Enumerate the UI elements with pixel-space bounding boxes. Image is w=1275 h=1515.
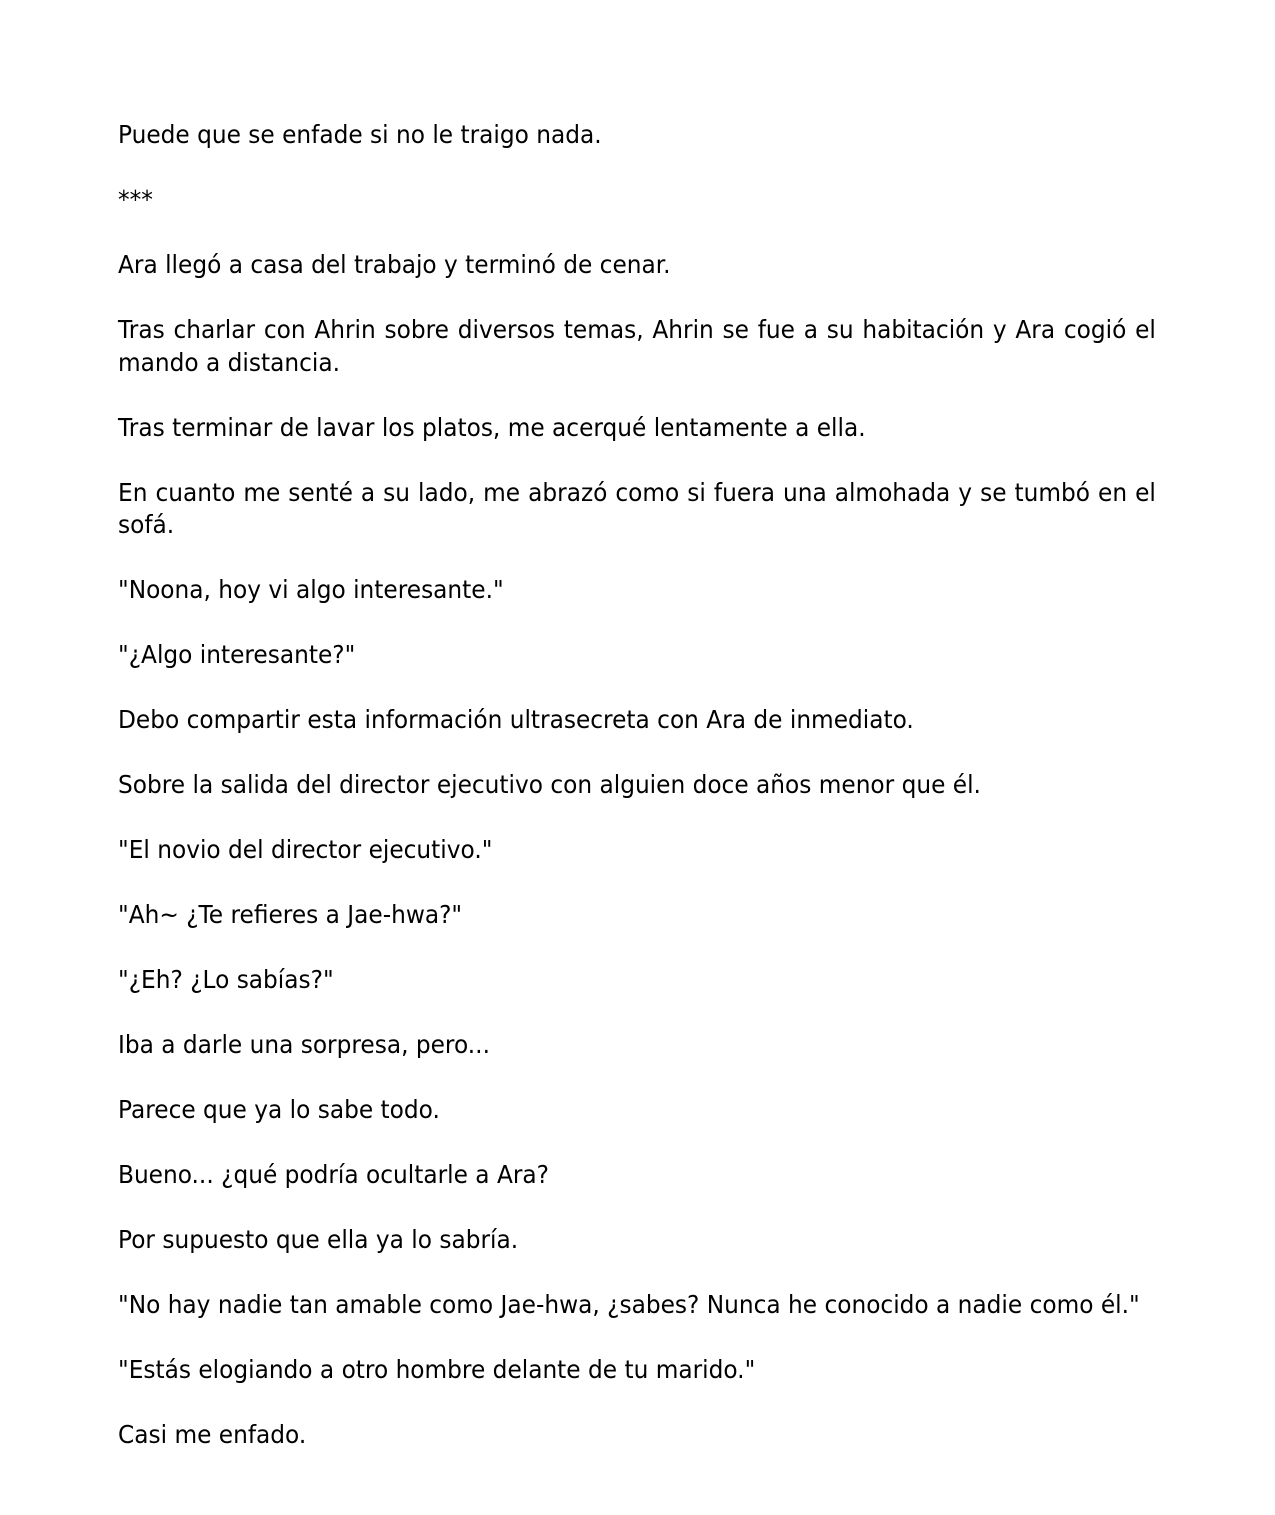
paragraph: Tras charlar con Ahrin sobre diversos temas, Ahrin se fue a su habitación y Ara cogió el mando a distancia. (118, 315, 1156, 377)
document-page (118, 119, 1156, 1484)
paragraph: En cuanto me senté a su lado, me abrazó como si fuera una almohada y se tumbó en el sofá. (118, 477, 1156, 539)
dialogue: "Noona, hoy vi algo interesante." (118, 575, 504, 604)
paragraph: Tras terminar de lavar los platos, me acerqué lentamente a ella. (118, 412, 866, 442)
paragraph: Ara llegó a casa del trabajo y terminó de cenar. (118, 250, 671, 279)
dialogue: "Ah~ ¿Te refieres a Jae-hwa?" (118, 900, 463, 929)
dialogue: "Estás elogiando a otro hombre delante de tu marido." (118, 1355, 756, 1384)
paragraph: Parece que ya lo sabe todo. (118, 1095, 440, 1124)
scene-break: *** (118, 185, 153, 214)
paragraph: Debo compartir esta información ultrasecreta con Ara de inmediato. (118, 705, 914, 734)
paragraph: Puede que se enfade si no le traigo nada. (118, 120, 602, 149)
dialogue: "El novio del director ejecutivo." (118, 835, 493, 864)
paragraph: Por supuesto que ella ya lo sabría. (118, 1225, 519, 1254)
paragraph: Iba a darle una sorpresa, pero... (118, 1030, 490, 1059)
dialogue: "¿Algo interesante?" (118, 640, 356, 669)
paragraph: Sobre la salida del director ejecutivo con alguien doce años menor que él. (118, 770, 981, 799)
paragraph: Bueno... ¿qué podría ocultarle a Ara? (118, 1160, 550, 1189)
dialogue: "¿Eh? ¿Lo sabías?" (118, 965, 334, 994)
paragraph: Casi me enfado. (118, 1420, 307, 1449)
dialogue: "No hay nadie tan amable como Jae-hwa, ¿sabes? Nunca he conocido a nadie como él." (118, 1290, 1140, 1319)
